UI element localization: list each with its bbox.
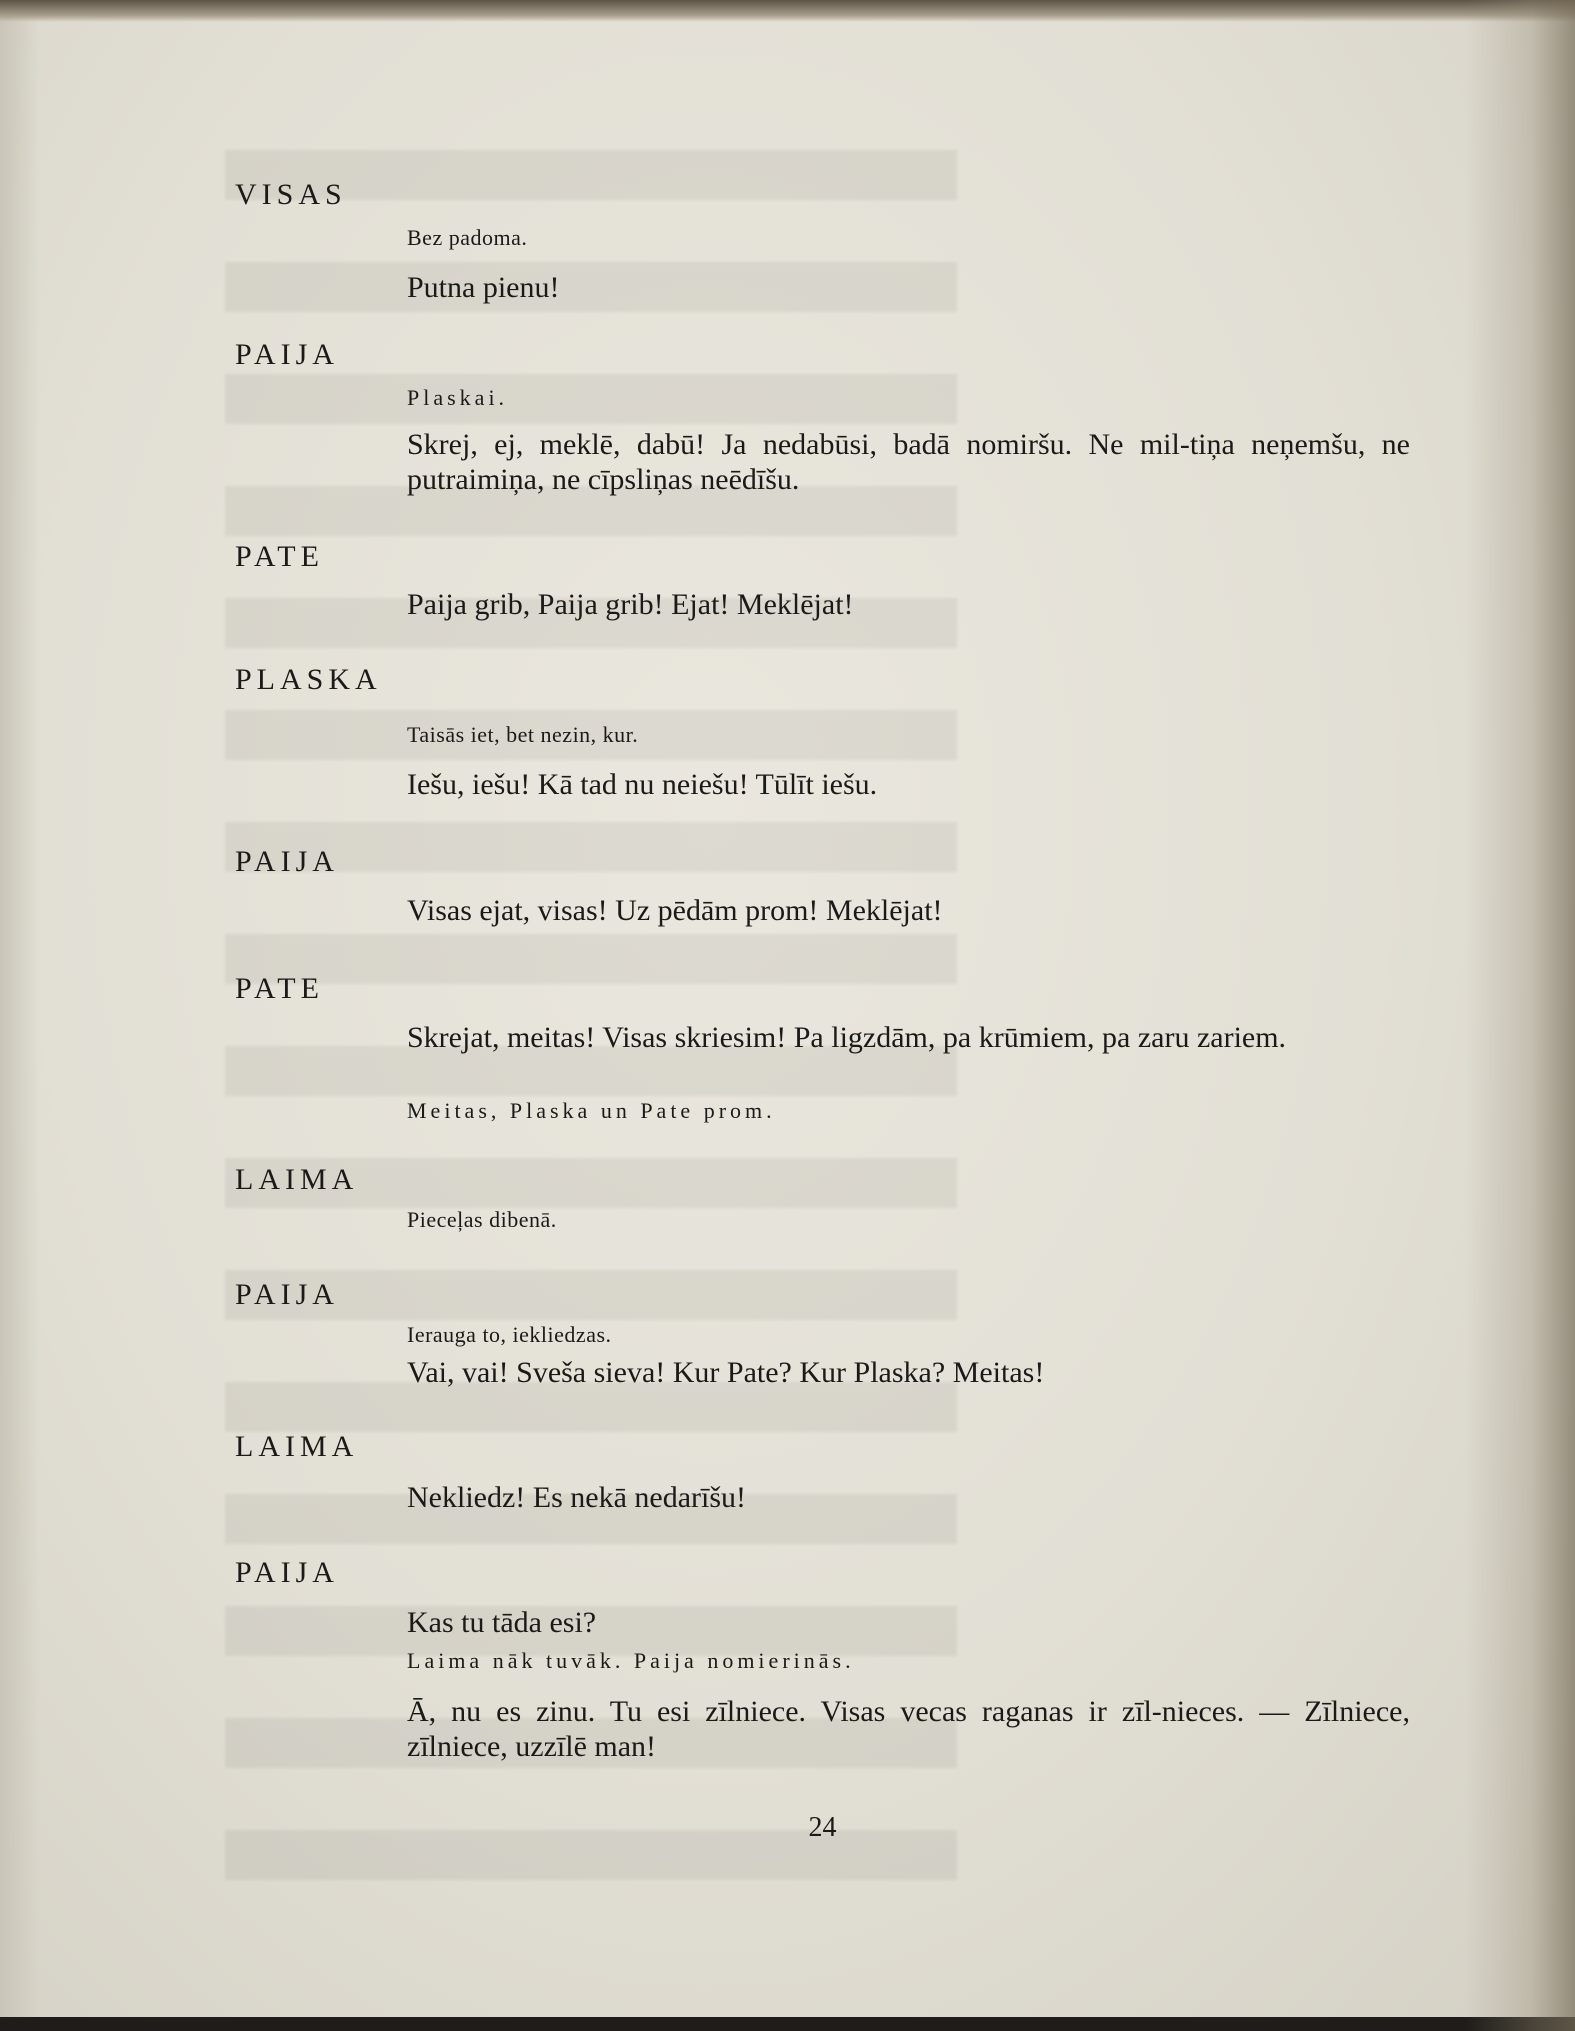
page-number: 24 <box>808 1812 837 1843</box>
dialogue-line: Nekliedz! Es nekā nedarīšu! <box>407 1481 747 1514</box>
page-bottom-edge <box>0 2017 1575 2031</box>
dialogue-line: Skrej, ej, meklē, dabū! Ja nedabūsi, badā nomiršu. Ne mil-tiņa neņemšu, ne putraimiņa, ne cīpsliņas neēdīšu. <box>407 428 1410 496</box>
dialogue-line: Vai, vai! Sveša sieva! Kur Pate? Kur Plaska? Meitas! <box>407 1356 1045 1389</box>
stage-direction: Meitas, Plaska un Pate prom. <box>407 1098 776 1123</box>
speaker-name: PLASKA <box>235 663 382 696</box>
dialogue-line: Paija grib, Paija grib! Ejat! Meklējat! <box>407 588 854 621</box>
speaker-name: LAIMA <box>235 1430 359 1463</box>
dialogue-line: Visas ejat, visas! Uz pēdām prom! Meklējat! <box>407 894 943 927</box>
dialogue-line: Iešu, iešu! Kā tad nu neiešu! Tūlīt iešu. <box>407 768 878 801</box>
stage-direction: Pieceļas dibenā. <box>407 1207 557 1232</box>
stage-direction: Bez padoma. <box>407 225 528 250</box>
speaker-name: PATE <box>235 972 324 1005</box>
speaker-name: PAIJA <box>235 1278 339 1311</box>
speaker-name: PATE <box>235 540 324 573</box>
stage-direction: Plaskai. <box>407 385 509 410</box>
dialogue-line: Skrejat, meitas! Visas skriesim! Pa ligzdām, pa krūmiem, pa zaru zariem. <box>407 1021 1287 1054</box>
speaker-name: VISAS <box>235 178 347 211</box>
stage-direction: Ierauga to, iekliedzas. <box>407 1322 612 1347</box>
speaker-name: PAIJA <box>235 338 339 371</box>
speaker-name: LAIMA <box>235 1163 359 1196</box>
speaker-name: PAIJA <box>235 845 339 878</box>
stage-direction: Taisās iet, bet nezin, kur. <box>407 722 639 747</box>
speaker-name: PAIJA <box>235 1556 339 1589</box>
dialogue-line: Putna pienu! <box>407 271 560 304</box>
dialogue-line: Ā, nu es zinu. Tu esi zīlniece. Visas vecas raganas ir zīl-nieces. — Zīlniece, zīlniece, uzzīlē man! <box>407 1695 1410 1763</box>
dialogue-line: Kas tu tāda esi? <box>407 1606 597 1639</box>
stage-direction: Laima nāk tuvāk. Paija nomierinās. <box>407 1648 855 1673</box>
